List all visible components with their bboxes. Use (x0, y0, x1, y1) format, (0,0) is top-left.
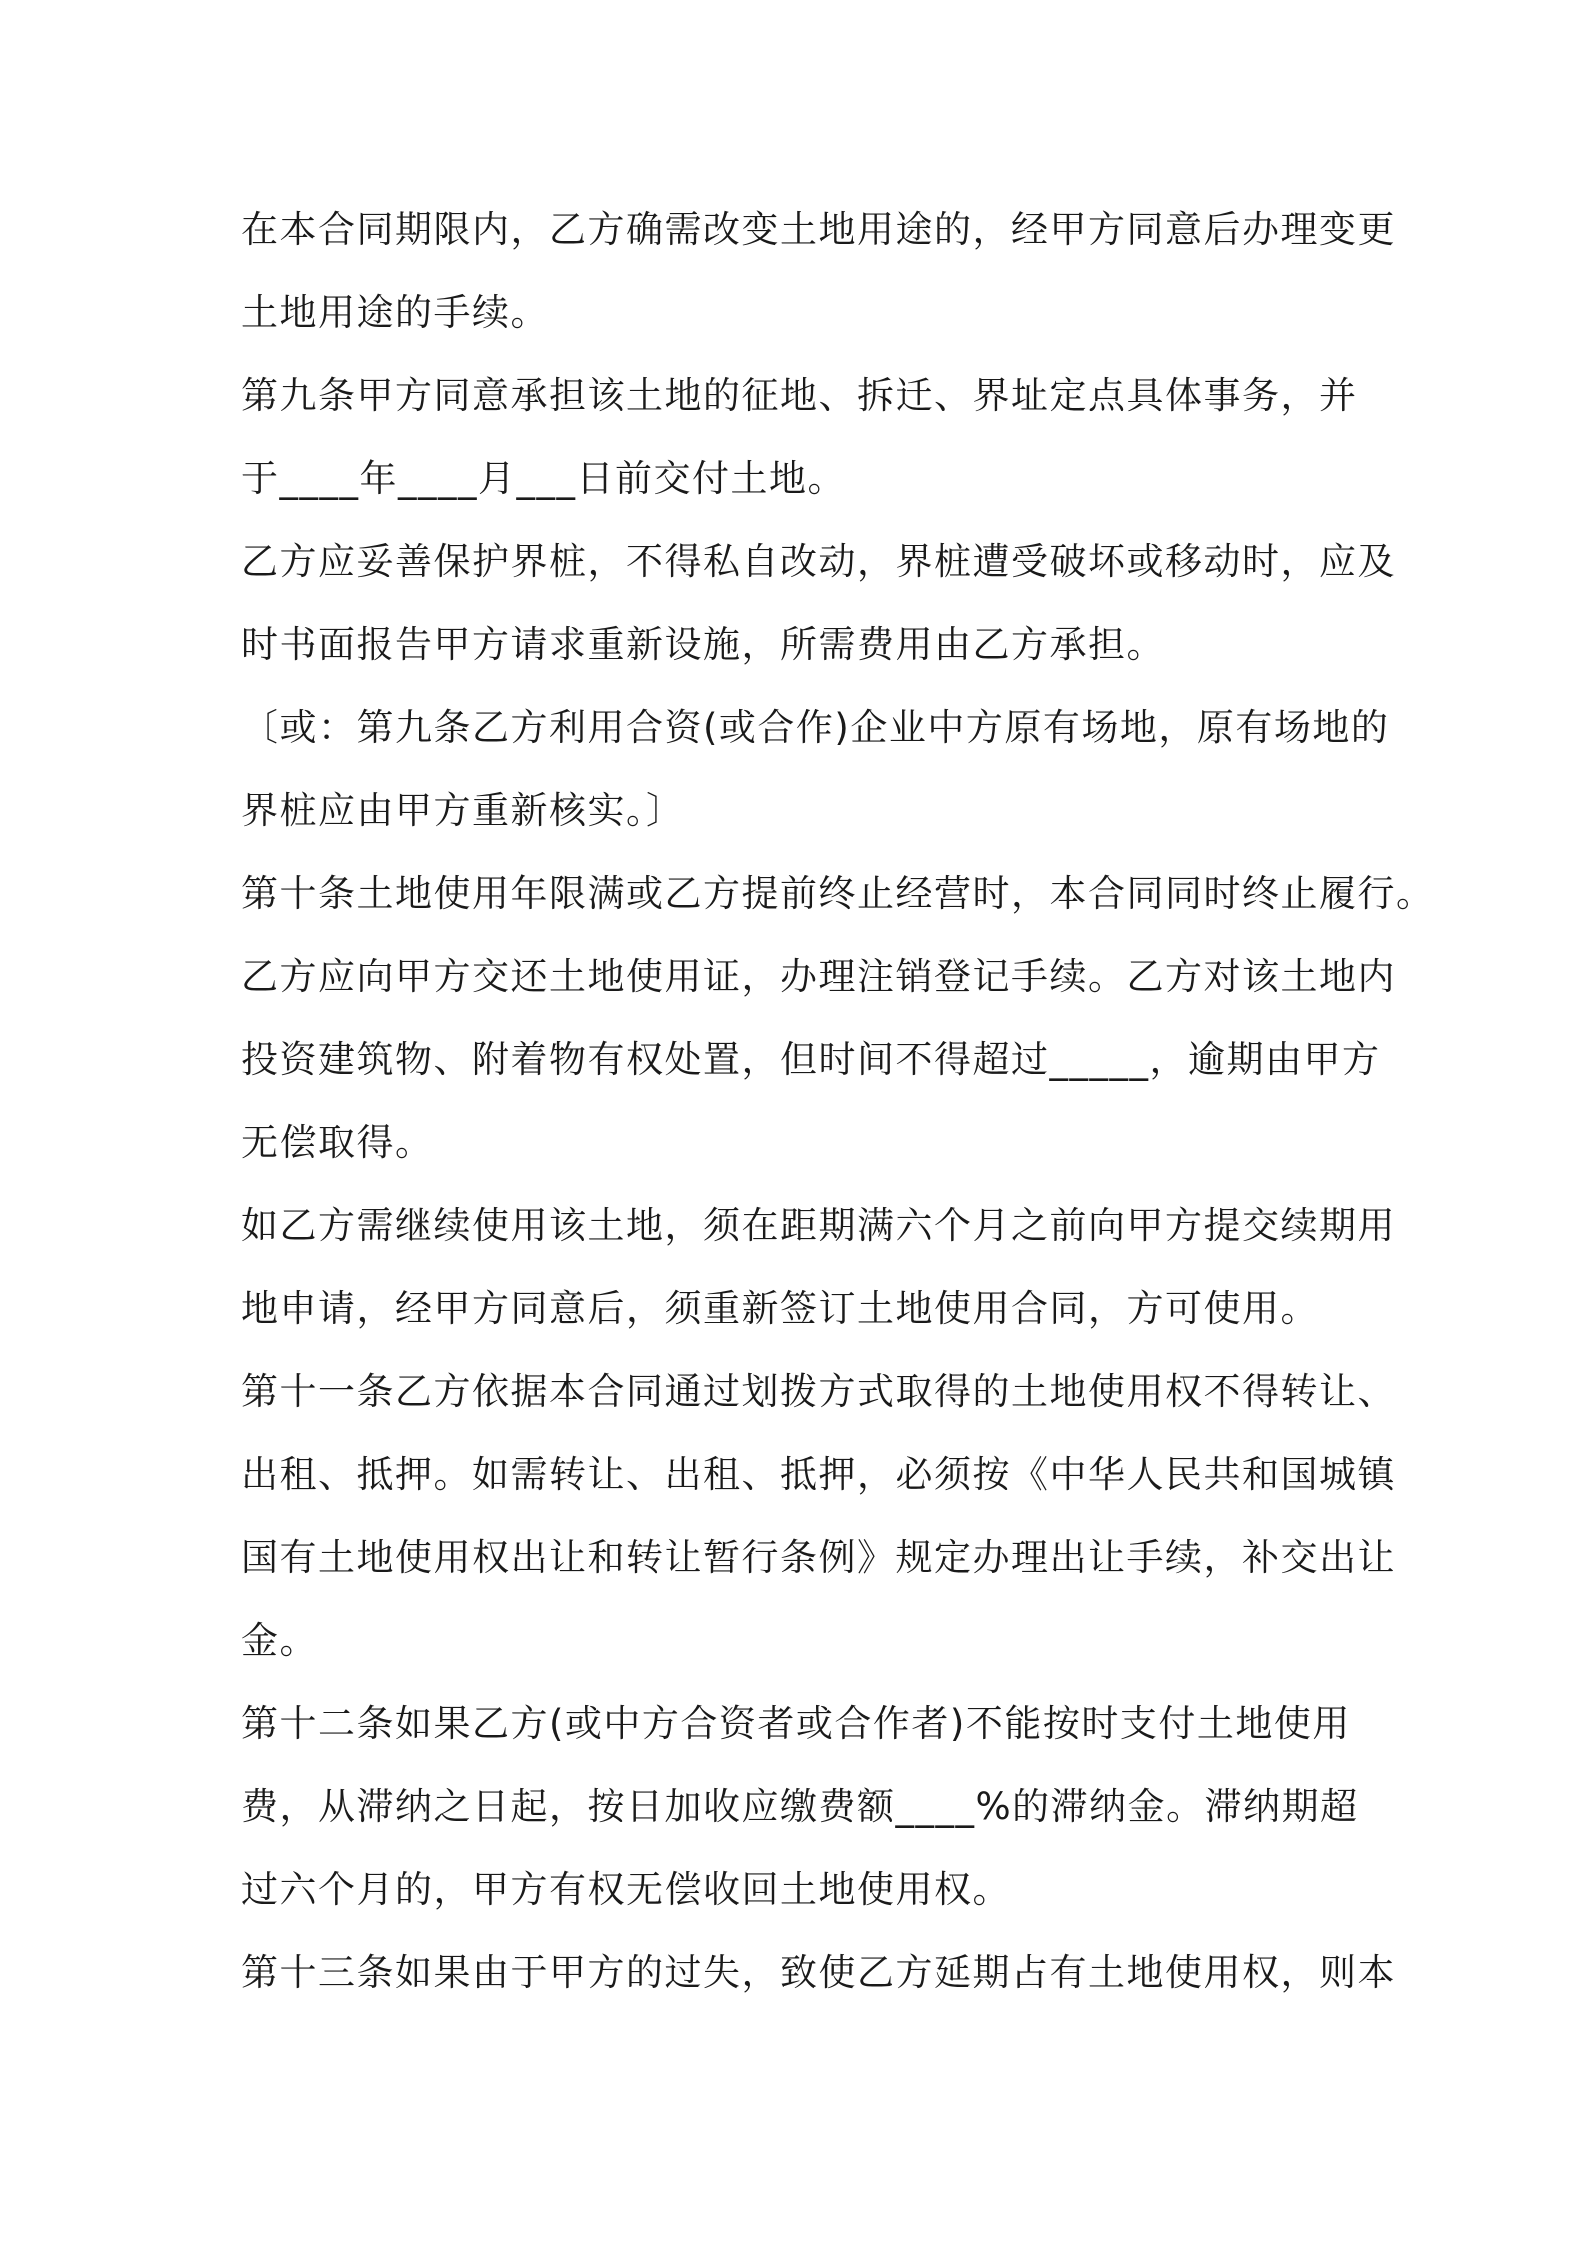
text-line: 在本合同期限内，乙方确需改变土地用途的，经甲方同意后办理变更 (241, 208, 1396, 251)
text-line: 出租、抵押。如需转让、出租、抵押，必须按《中华人民共和国城镇 (241, 1453, 1396, 1496)
text-line: 第九条甲方同意承担该土地的征地、拆迁、界址定点具体事务，并 (241, 374, 1358, 417)
text-line: 第十一条乙方依据本合同通过划拨方式取得的土地使用权不得转让、 (241, 1370, 1396, 1413)
text-line: 过六个月的，甲方有权无偿收回土地使用权。 (241, 1868, 1011, 1911)
text-line: 界桩应由甲方重新核实。〕 (241, 789, 685, 832)
text-line: 金。 (241, 1619, 318, 1662)
text-line: 乙方应妥善保护界桩，不得私自改动，界桩遭受破坏或移动时，应及 (241, 540, 1396, 583)
text-line: 第十二条如果乙方(或中方合资者或合作者)不能按时支付土地使用 (241, 1702, 1351, 1745)
text-line: 第十三条如果由于甲方的过失，致使乙方延期占有土地使用权，则本 (241, 1951, 1396, 1994)
text-line: 于____年____月___日前交付土地。 (241, 457, 846, 500)
text-line: 无偿取得。 (241, 1121, 434, 1164)
text-line: 第十条土地使用年限满或乙方提前终止经营时，本合同同时终止履行。 (241, 872, 1435, 915)
text-line: 如乙方需继续使用该土地，须在距期满六个月之前向甲方提交续期用 (241, 1204, 1396, 1247)
text-line: 时书面报告甲方请求重新设施，所需费用由乙方承担。 (241, 623, 1165, 666)
text-line: 土地用途的手续。 (241, 291, 549, 334)
text-line: 费，从滞纳之日起，按日加收应缴费额____%的滞纳金。滞纳期超 (241, 1785, 1359, 1828)
text-line: 〔或：第九条乙方利用合资(或合作)企业中方原有场地，原有场地的 (241, 706, 1390, 749)
text-line: 地申请，经甲方同意后，须重新签订土地使用合同，方可使用。 (241, 1287, 1319, 1330)
text-line: 投资建筑物、附着物有权处置，但时间不得超过_____，逾期由甲方 (241, 1038, 1381, 1081)
text-line: 乙方应向甲方交还土地使用证，办理注销登记手续。乙方对该土地内 (241, 955, 1396, 998)
text-line: 国有土地使用权出让和转让暂行条例》规定办理出让手续，补交出让 (241, 1536, 1396, 1579)
